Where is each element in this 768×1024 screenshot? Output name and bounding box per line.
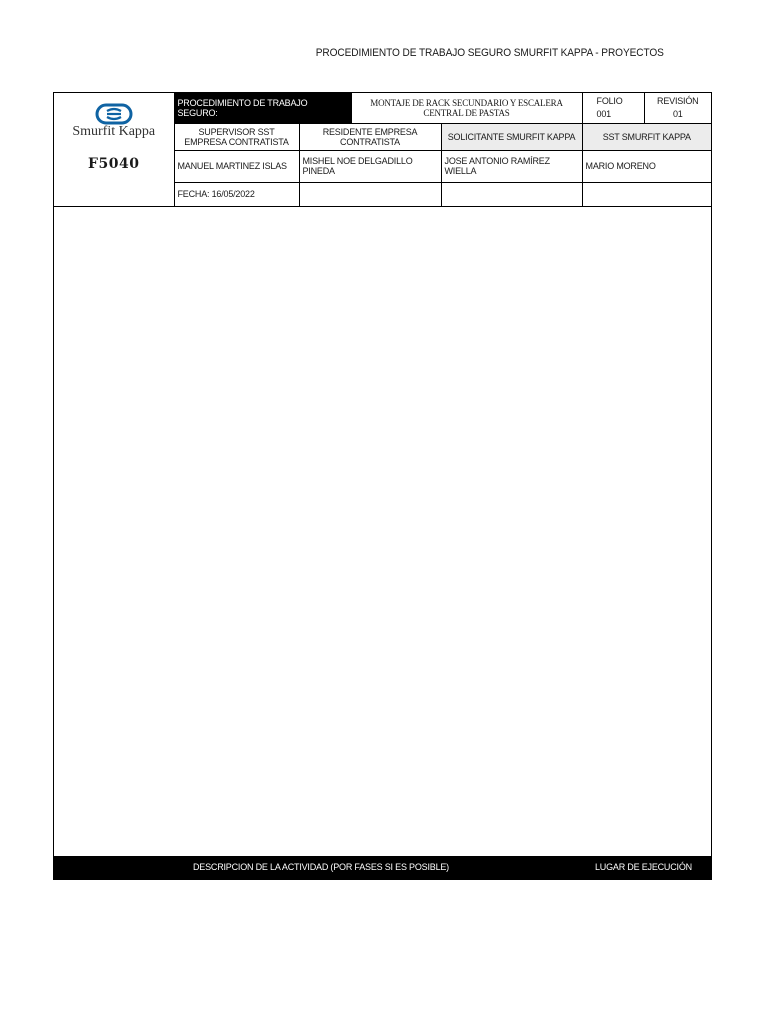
- role-sst: SST SMURFIT KAPPA: [582, 123, 711, 150]
- procedure-title: MONTAJE DE RACK SECUNDARIO Y ESCALERA CENTRAL DE PASTAS: [351, 93, 582, 123]
- name-residente: MISHEL NOE DELGADILLO PINEDA: [299, 150, 441, 182]
- name-supervisor: MANUEL MARTINEZ ISLAS: [174, 150, 299, 182]
- folio-label: FOLIO: [596, 96, 623, 106]
- revision-value: 01: [672, 109, 683, 119]
- activity-header-bar: [54, 856, 711, 879]
- role-solicitante: SOLICITANTE SMURFIT KAPPA: [441, 123, 582, 150]
- form-frame: [53, 92, 712, 880]
- procedure-label: PROCEDIMIENTO DE TRABAJO SEGURO:: [174, 93, 351, 123]
- revision-label: REVISIÓN: [657, 96, 699, 106]
- fecha-solicitante-empty: [441, 182, 582, 206]
- folio-value: 001: [596, 109, 611, 119]
- name-sst: MARIO MORENO: [582, 150, 711, 182]
- form-code: F5040: [88, 156, 140, 172]
- execution-place-label: LUGAR DE EJECUCIÓN: [595, 862, 692, 872]
- fecha-residente-empty: [299, 182, 441, 206]
- name-solicitante: JOSE ANTONIO RAMÍREZ WIELLA: [441, 150, 582, 182]
- role-supervisor: SUPERVISOR SST EMPRESA CONTRATISTA: [174, 123, 299, 150]
- smurfit-kappa-logo-icon: [95, 103, 133, 125]
- document-header-title: PROCEDIMIENTO DE TRABAJO SEGURO SMURFIT KAPPA - PROYECTOS: [315, 47, 664, 59]
- fecha-sst-empty: [582, 182, 711, 206]
- role-residente: RESIDENTE EMPRESA CONTRATISTA: [299, 123, 441, 150]
- folio-cell: [582, 93, 644, 123]
- form-header-table: [54, 93, 711, 207]
- logo-cell: [54, 93, 174, 206]
- revision-cell: [644, 93, 711, 123]
- brand-name: Smurfit Kappa: [72, 124, 156, 139]
- activity-description-label: DESCRIPCION DE LA ACTIVIDAD (POR FASES SI ES POSIBLE): [193, 862, 449, 872]
- fecha-field: FECHA: 16/05/2022: [174, 182, 299, 206]
